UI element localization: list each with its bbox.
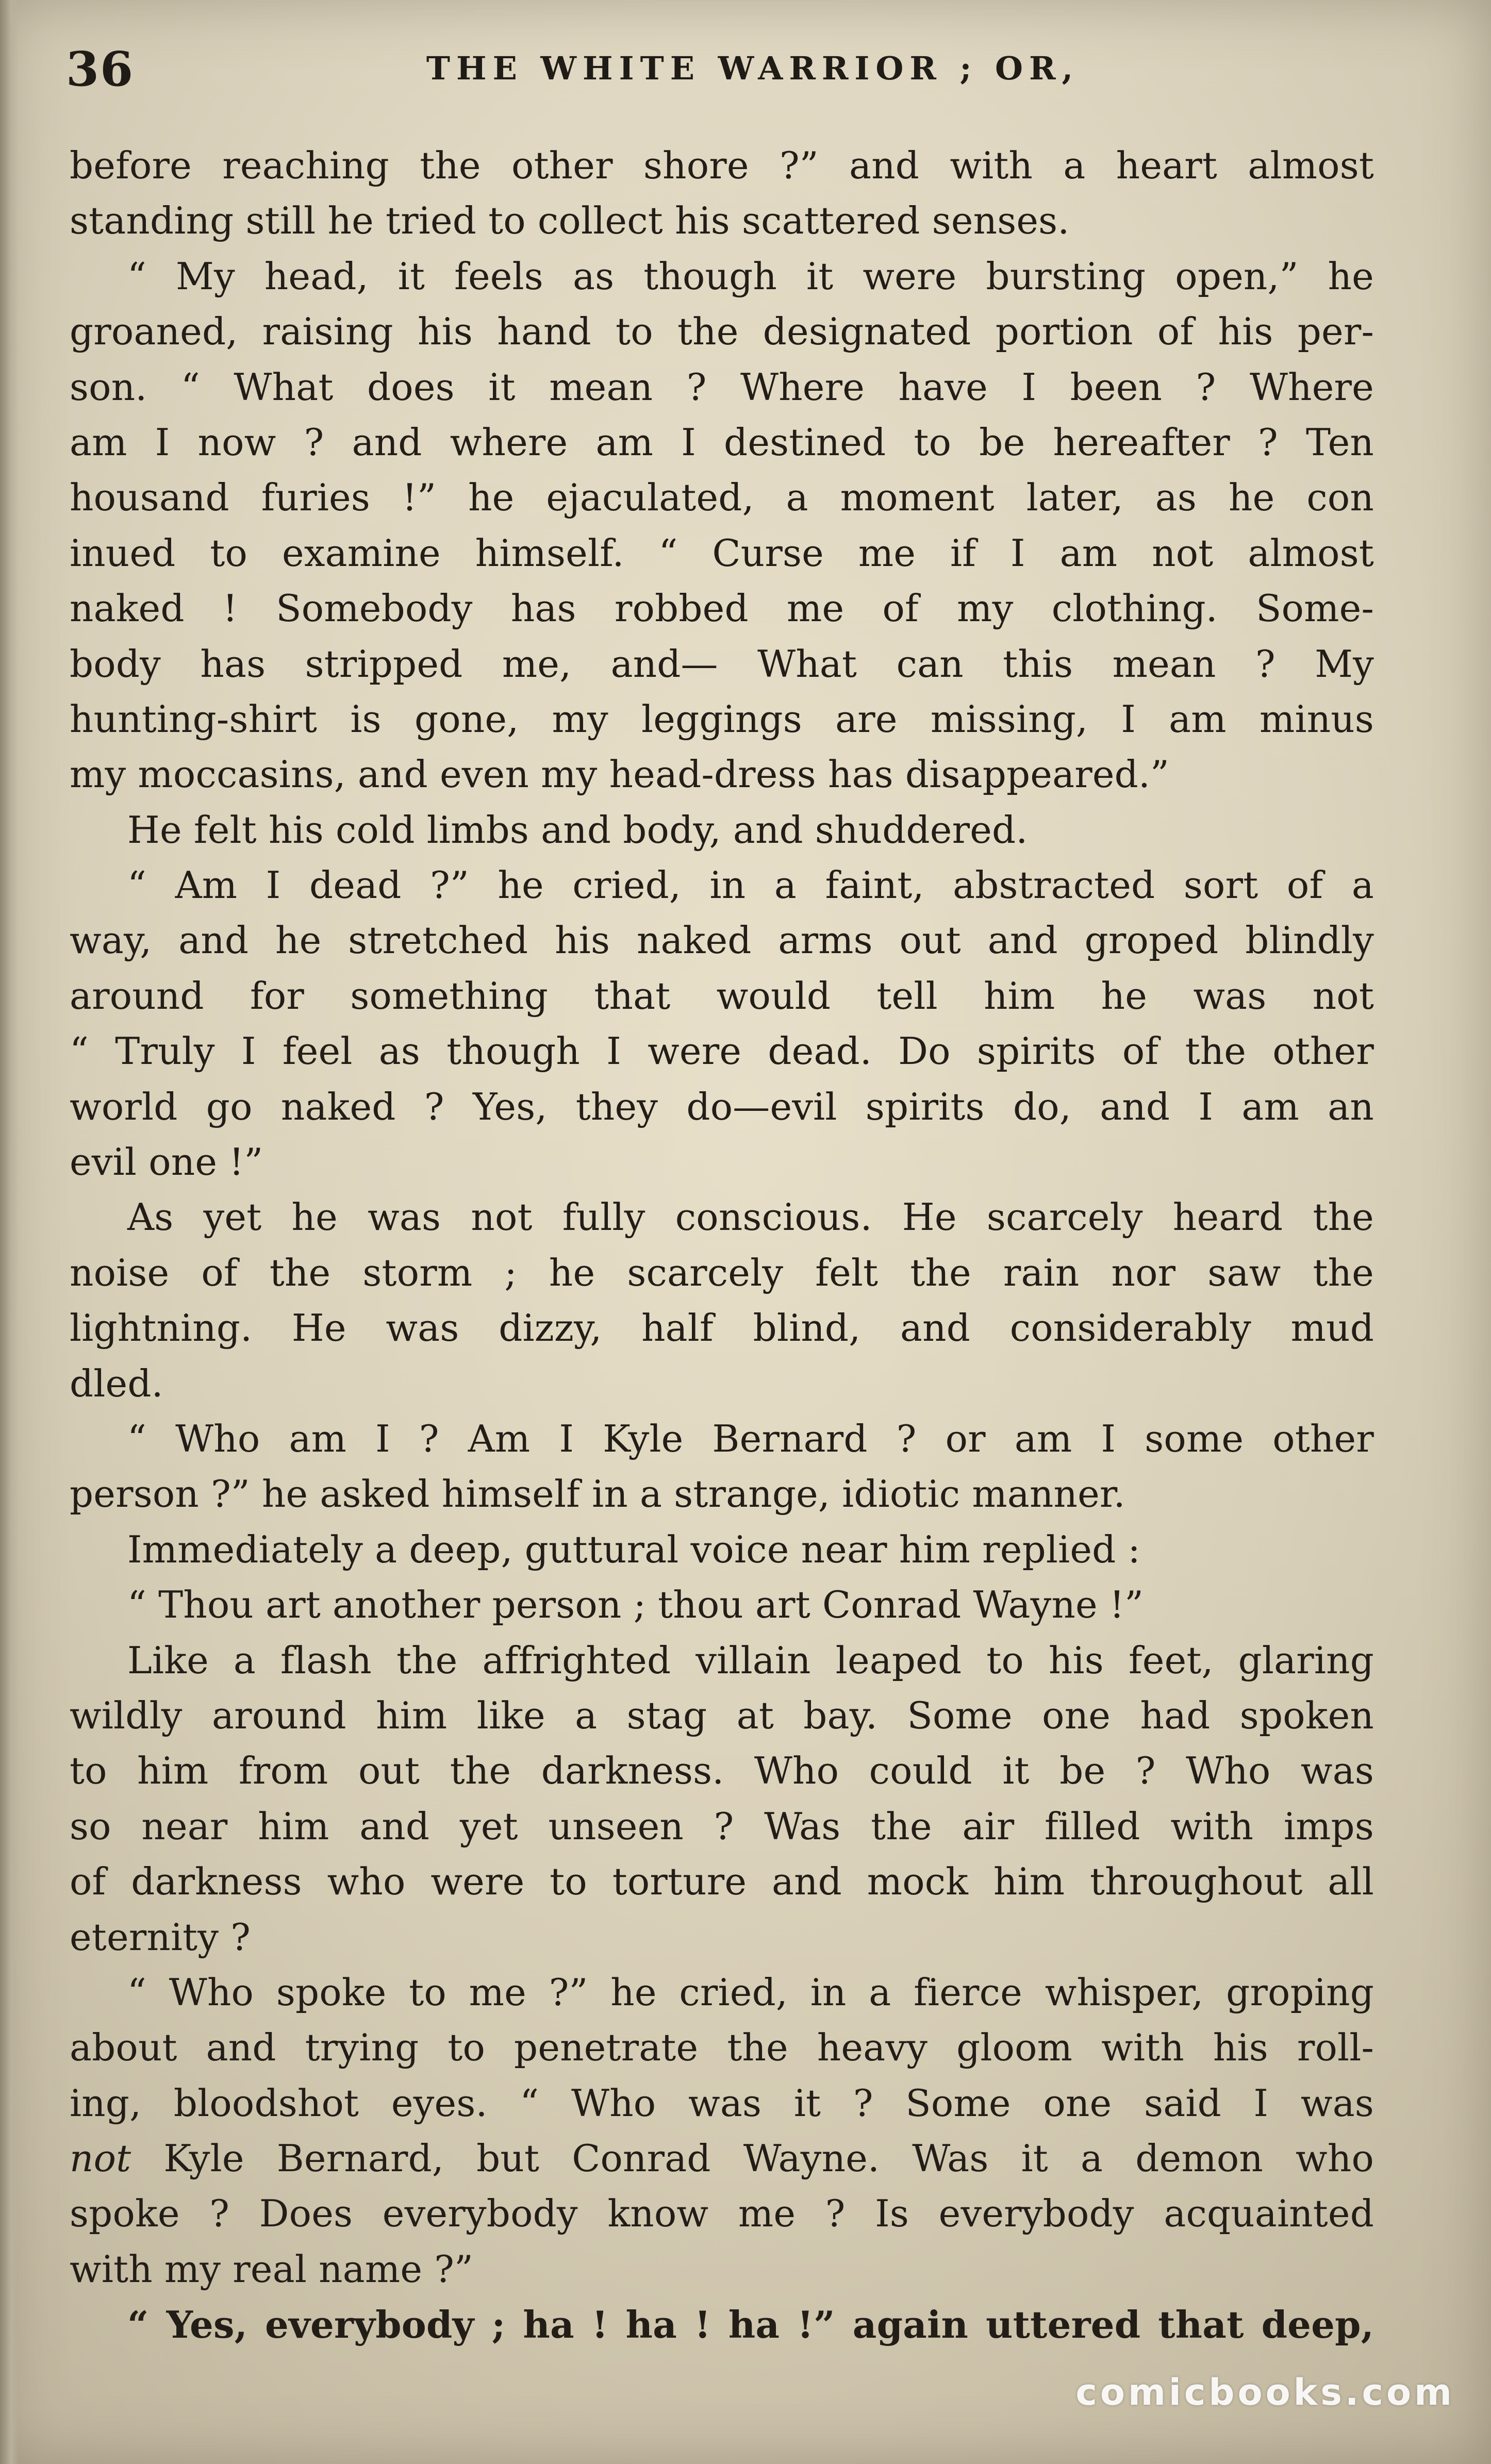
text-line: inued to examine himself. “ Curse me if I am not almost xyxy=(70,531,1374,575)
page-binding-shadow xyxy=(0,0,19,2464)
text-line: of darkness who were to torture and mock him throughout all xyxy=(70,1860,1374,1904)
text-line: “ My head, it feels as though it were bursting open,” he xyxy=(127,254,1374,298)
text-line: dled. xyxy=(70,1361,163,1405)
text-line: not Kyle Bernard, but Conrad Wayne. Was it a demon who xyxy=(70,2137,1374,2180)
text-line: ing, bloodshot eyes. “ Who was it ? Some one said I was xyxy=(70,2081,1374,2125)
text-line: with my real name ?” xyxy=(70,2247,474,2291)
body-text xyxy=(70,138,1374,2353)
text-line: “ Who am I ? Am I Kyle Bernard ? or am I some other xyxy=(127,1417,1374,1460)
text-line: body has stripped me, and— What can this mean ? My xyxy=(70,642,1374,686)
text-line: way, and he stretched his naked arms out and groped blindly xyxy=(70,919,1374,962)
text-line: lightning. He was dizzy, half blind, and considerably mud xyxy=(70,1306,1374,1350)
text-line: world go naked ? Yes, they do—evil spirits do, and I am an xyxy=(70,1085,1374,1128)
text-line: evil one !” xyxy=(70,1140,263,1184)
text-line: As yet he was not fully conscious. He scarcely heard the xyxy=(127,1195,1374,1239)
text-line: naked ! Somebody has robbed me of my clothing. Some- xyxy=(70,587,1374,630)
text-line: person ?” he asked himself in a strange, idiotic manner. xyxy=(70,1472,1125,1516)
text-line: wildly around him like a stag at bay. Some one had spoken xyxy=(70,1693,1374,1737)
text-line: my moccasins, and even my head-dress has disappeared.” xyxy=(70,753,1170,796)
text-line: so near him and yet unseen ? Was the air filled with imps xyxy=(70,1804,1374,1848)
text-line: “ Am I dead ?” he cried, in a faint, abstracted sort of a xyxy=(127,863,1374,907)
text-line: hunting-shirt is gone, my leggings are missing, I am minus xyxy=(70,697,1374,741)
watermark-logo: comicbooks.com xyxy=(1075,2371,1455,2413)
text-line: “ Truly I feel as though I were dead. Do spirits of the other xyxy=(70,1029,1374,1073)
running-title: THE WHITE WARRIOR ; OR, xyxy=(426,49,1080,87)
text-line: noise of the storm ; he scarcely felt the rain nor saw the xyxy=(70,1251,1374,1294)
text-line: around for something that would tell him he was not xyxy=(70,974,1374,1018)
text-line: “ Who spoke to me ?” he cried, in a fierce whisper, groping xyxy=(127,1970,1374,2014)
text-line: “ Thou art another person ; thou art Conrad Wayne !” xyxy=(127,1583,1144,1627)
text-line: eternity ? xyxy=(70,1915,251,1959)
text-line: about and trying to penetrate the heavy gloom with his roll- xyxy=(70,2026,1374,2070)
text-line: Immediately a deep, guttural voice near him replied : xyxy=(127,1527,1140,1571)
page-number: 36 xyxy=(66,41,135,97)
text-line: son. “ What does it mean ? Where have I been ? Where xyxy=(70,365,1374,409)
text-line: am I now ? and where am I destined to be hereafter ? Ten xyxy=(70,420,1374,464)
text-line: before reaching the other shore ?” and with a heart almost xyxy=(70,144,1374,187)
text-line: housand furies !” he ejaculated, a moment later, as he con xyxy=(70,476,1374,520)
text-line: to him from out the darkness. Who could it be ? Who was xyxy=(70,1749,1374,1793)
text-line: groaned, raising his hand to the designated portion of his per- xyxy=(70,310,1374,354)
italic-word: not xyxy=(70,2137,131,2180)
text-line: He felt his cold limbs and body, and shuddered. xyxy=(127,808,1028,852)
text-line: spoke ? Does everybody know me ? Is everybody acquainted xyxy=(70,2192,1374,2236)
running-header xyxy=(0,36,1491,113)
text-line: “ Yes, everybody ; ha ! ha ! ha !” again uttered that deep, xyxy=(127,2303,1374,2347)
text-line: Like a flash the affrighted villain leaped to his feet, glaring xyxy=(127,1638,1374,1682)
text-line: standing still he tried to collect his scattered senses. xyxy=(70,199,1070,243)
